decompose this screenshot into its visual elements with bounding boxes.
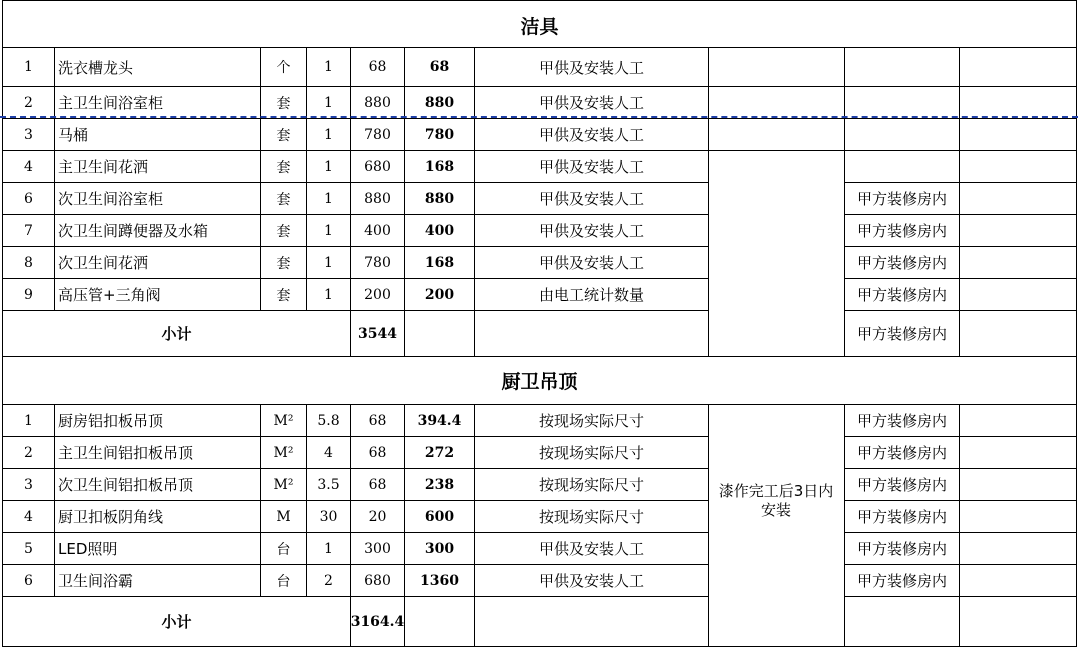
row-number[interactable]: 6 [24,190,33,207]
unit[interactable]: 套 [276,191,291,208]
quantity[interactable]: 1 [324,59,333,75]
extra-cell[interactable] [960,87,1076,118]
remark[interactable] [845,48,959,86]
grid-line [2,118,709,119]
unit-price[interactable]: 680 [364,158,391,175]
unit[interactable]: M² [273,444,294,461]
note[interactable]: 甲供及安装人工 [538,254,644,272]
section-title[interactable]: 洁具 [520,15,559,38]
row-number[interactable]: 6 [24,572,33,589]
note[interactable]: 甲供及安装人工 [538,58,644,77]
remark[interactable]: 甲方装修房内 [856,190,947,208]
amount[interactable]: 300 [424,540,455,557]
extra-cell[interactable] [960,215,1076,246]
subtotal-label[interactable]: 小计 [161,325,192,343]
item-name[interactable]: 次卫生间浴室柜 [58,190,164,208]
unit[interactable]: 套 [276,159,291,176]
quantity[interactable]: 2 [324,572,333,589]
amount[interactable]: 780 [424,126,455,143]
extra-cell[interactable] [960,501,1076,532]
quantity[interactable]: 4 [324,444,333,461]
extra-cell[interactable] [960,119,1076,150]
grid-line [844,468,1077,469]
unit-price[interactable]: 880 [364,94,391,111]
grid-line [474,47,475,357]
extra-cell[interactable] [960,151,1076,182]
grid-line [404,404,405,647]
grid-line [844,596,1077,597]
item-name[interactable]: 厨卫扣板阴角线 [58,508,164,526]
remark[interactable]: 甲方装修房内 [856,444,947,462]
row-number[interactable]: 5 [24,540,33,557]
grid-line [959,47,960,357]
grid-line [844,86,1077,87]
grid-line [844,47,845,357]
extra-cell[interactable] [960,405,1076,436]
quantity[interactable]: 5.8 [317,412,340,429]
remark[interactable] [845,119,959,150]
remark[interactable]: 甲方装修房内 [856,572,947,590]
extra-cell[interactable] [960,533,1076,564]
note[interactable]: 甲供及安装人工 [538,540,644,558]
grid-line [2,214,709,215]
item-name[interactable]: 洗衣槽龙头 [58,58,134,77]
grid-line [2,278,709,279]
grid-line [54,47,55,311]
extra-cell[interactable] [960,279,1076,310]
quantity[interactable]: 1 [324,286,333,303]
item-name[interactable]: 次卫生间蹲便器及水箱 [58,222,209,240]
amount[interactable]: 168 [424,254,455,271]
grid-line [844,404,845,647]
subtotal-amount[interactable]: 3164.4 [351,613,404,630]
note[interactable]: 按现场实际尺寸 [538,412,644,430]
amount[interactable]: 1360 [420,572,459,589]
page-break-line [0,116,1078,118]
grid-line [959,404,960,647]
grid-line [306,47,307,311]
quantity[interactable]: 1 [324,126,333,143]
grid-line [844,532,1077,533]
grid-line [844,436,1077,437]
subtotal-empty[interactable] [405,597,474,646]
grid-line [708,118,845,119]
note[interactable]: 按现场实际尺寸 [538,508,644,526]
grid-line [2,564,709,565]
remark[interactable]: 甲方装修房内 [856,254,947,272]
item-name[interactable]: 马桶 [58,126,89,144]
unit-price[interactable]: 68 [368,476,387,493]
unit-price[interactable]: 68 [368,412,387,429]
grid-line [474,404,475,647]
remark[interactable] [845,151,959,182]
grid-line [350,404,351,647]
unit[interactable]: M² [273,412,294,429]
item-name[interactable]: 主卫生间浴室柜 [58,94,164,112]
grid-line [2,596,709,597]
grid-line [708,404,709,647]
unit-price[interactable]: 400 [364,222,391,239]
grid-line [260,404,261,597]
row-number[interactable]: 9 [24,286,33,303]
grid-line [844,182,1077,183]
unit[interactable]: 套 [276,287,291,304]
row-number[interactable]: 4 [24,508,33,525]
quantity[interactable]: 1 [324,254,333,271]
note[interactable]: 按现场实际尺寸 [538,476,644,494]
note[interactable]: 按现场实际尺寸 [538,444,644,462]
row-number[interactable]: 2 [24,94,33,111]
section-title[interactable]: 厨卫吊顶 [501,371,578,393]
row-number[interactable]: 1 [24,59,33,75]
item-name[interactable]: 高压管+三角阀 [58,286,161,304]
unit[interactable]: 套 [276,223,291,240]
row-number[interactable]: 3 [24,476,33,493]
quantity[interactable]: 1 [324,190,333,207]
unit-price[interactable]: 680 [364,572,391,589]
unit[interactable]: 台 [276,573,291,590]
row-number[interactable]: 4 [24,158,33,175]
subtotal-label[interactable]: 小计 [161,613,192,631]
grid-line [844,214,1077,215]
grid-line [844,500,1077,501]
subtotal-amount[interactable]: 3544 [358,325,397,342]
amount[interactable]: 394.4 [417,412,462,429]
grid-line [2,246,709,247]
unit-price[interactable]: 880 [364,190,391,207]
grid-line [2,310,709,311]
quantity[interactable]: 1 [324,94,333,111]
unit[interactable]: 套 [276,95,291,112]
extra-cell[interactable] [960,469,1076,500]
note[interactable]: 甲供及安装人工 [538,222,644,240]
grid-line [708,150,845,151]
quantity[interactable]: 30 [319,508,338,525]
unit-price[interactable]: 780 [364,254,391,271]
note[interactable]: 甲供及安装人工 [538,94,644,112]
item-name[interactable]: 主卫生间花洒 [58,158,149,176]
grid-line [844,150,1077,151]
grid-line [844,118,1077,119]
amount[interactable]: 68 [429,59,450,75]
unit[interactable]: 台 [276,541,291,558]
extra-cell[interactable] [960,565,1076,596]
subtotal-empty[interactable] [405,311,474,356]
subtotal-remark[interactable] [845,597,959,646]
grid-line [350,47,351,357]
merged-install-note[interactable]: 漆作完工后3日内安装 [718,481,834,519]
grid-line [260,47,261,311]
amount[interactable]: 600 [424,508,455,525]
unit[interactable]: 套 [276,127,291,144]
note[interactable]: 甲供及安装人工 [538,572,644,590]
grid-line [708,47,709,357]
grid-line [844,246,1077,247]
grid-line [2,500,709,501]
note[interactable]: 甲供及安装人工 [538,126,644,144]
unit-price[interactable]: 200 [364,286,391,303]
unit-price[interactable]: 68 [368,59,387,75]
item-name[interactable]: 主卫生间铝扣板吊顶 [58,444,194,462]
grid-line [2,150,709,151]
remark[interactable]: 甲方装修房内 [856,412,947,430]
remark[interactable]: 甲方装修房内 [856,286,947,304]
extra-cell[interactable] [960,247,1076,278]
grid-line [2,0,1077,1]
grid-line [54,404,55,597]
note[interactable]: 由电工统计数量 [538,286,644,304]
row-number[interactable]: 7 [24,222,33,239]
unit[interactable]: M [276,508,291,525]
quantity[interactable]: 3.5 [317,476,340,493]
grid-line [2,532,709,533]
amount[interactable]: 168 [424,158,455,175]
unit[interactable]: M² [273,476,294,493]
grid-line [844,564,1077,565]
quantity[interactable]: 1 [324,158,333,175]
row-number[interactable]: 2 [24,444,33,461]
amount[interactable]: 238 [424,476,455,493]
item-name[interactable]: 次卫生间花洒 [58,254,149,272]
extra-cell[interactable] [960,48,1076,86]
grid-line [2,86,709,87]
amount[interactable]: 400 [424,222,455,239]
remark[interactable]: 甲方装修房内 [856,540,947,558]
grid-line [844,278,1077,279]
row-number[interactable]: 3 [24,126,33,143]
extra-cell[interactable] [960,183,1076,214]
grid-line [708,86,845,87]
unit-price[interactable]: 780 [364,126,391,143]
row-number[interactable]: 8 [24,254,33,271]
remark[interactable]: 甲方装修房内 [856,508,947,526]
note[interactable]: 甲供及安装人工 [538,190,644,208]
grid-line [306,404,307,597]
row-number[interactable]: 1 [24,412,33,429]
item-name[interactable]: 次卫生间铝扣板吊顶 [58,476,194,494]
grid-line [2,468,709,469]
grid-line [2,436,709,437]
note[interactable]: 甲供及安装人工 [538,158,644,176]
item-name[interactable]: LED照明 [58,540,118,558]
quantity[interactable]: 1 [324,222,333,239]
item-name[interactable]: 厨房铝扣板吊顶 [58,412,164,430]
item-name[interactable]: 卫生间浴霸 [58,572,134,590]
amount[interactable]: 272 [424,444,455,461]
unit-price[interactable]: 68 [368,444,387,461]
subtotal-remark[interactable]: 甲方装修房内 [856,325,947,343]
extra-cell[interactable] [960,437,1076,468]
remark[interactable]: 甲方装修房内 [856,476,947,494]
grid-line [844,310,1077,311]
unit[interactable]: 套 [276,255,291,272]
remark[interactable]: 甲方装修房内 [856,222,947,240]
remark[interactable] [845,87,959,118]
grid-line [1076,0,1077,647]
unit-price[interactable]: 300 [364,540,391,557]
amount[interactable]: 880 [424,190,455,207]
quantity[interactable]: 1 [324,540,333,557]
amount[interactable]: 200 [424,286,455,303]
amount[interactable]: 880 [424,94,455,111]
unit-price[interactable]: 20 [368,508,387,525]
grid-line [404,47,405,357]
unit[interactable]: 个 [276,60,291,76]
grid-line [2,182,709,183]
